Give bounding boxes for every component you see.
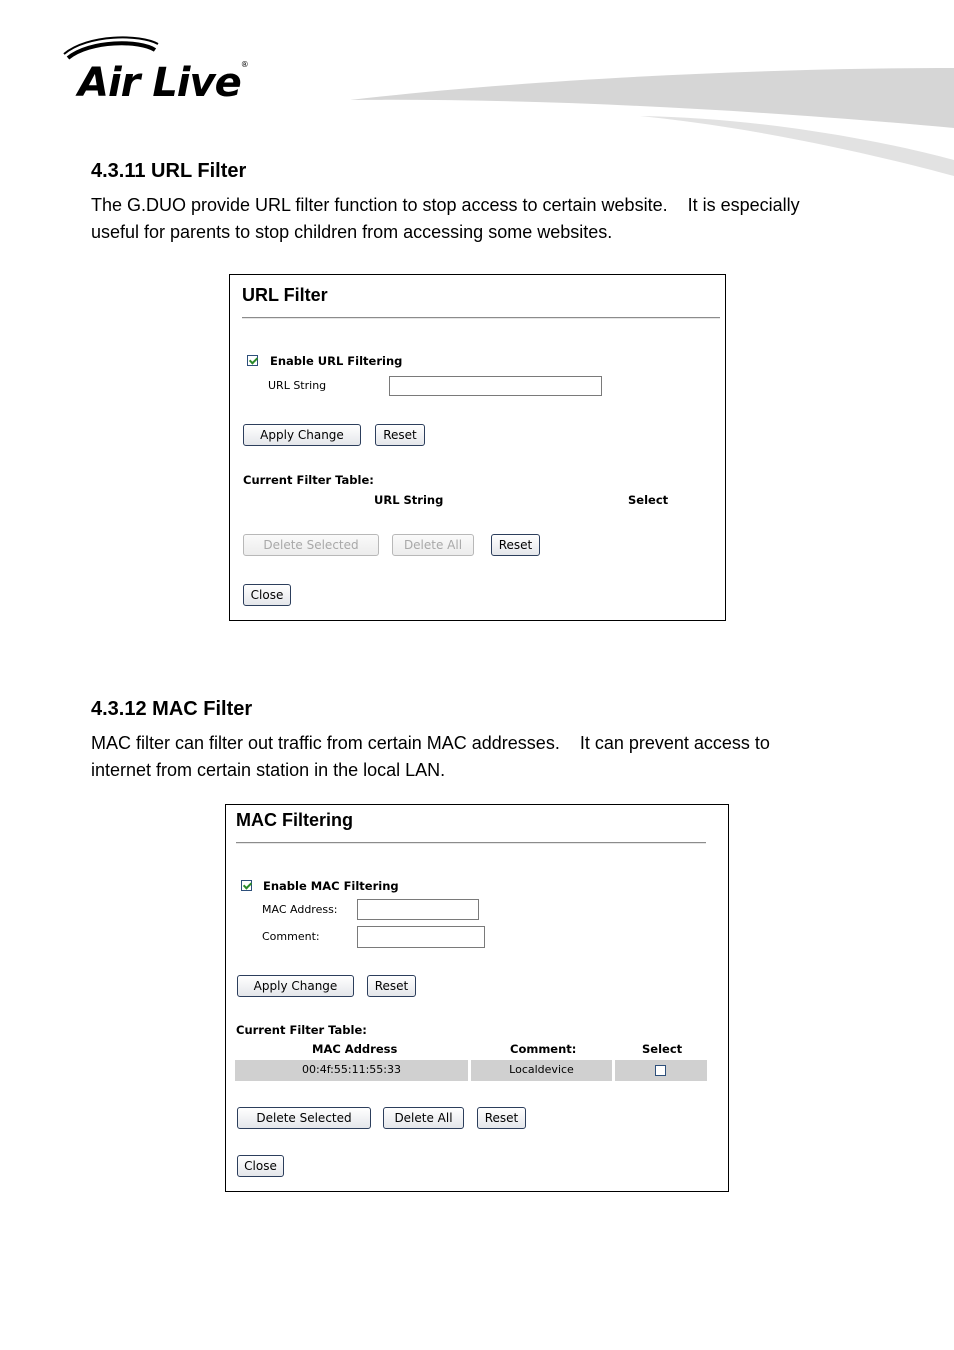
mac-address-label: MAC Address: — [262, 903, 338, 916]
current-filter-table-title: Current Filter Table: — [236, 1023, 367, 1037]
column-header-comment: Comment: — [510, 1042, 577, 1056]
panel-title: MAC Filtering — [236, 810, 353, 830]
paragraph-line: The G.DUO provide URL filter function to stop access to certain website. It is especially — [91, 195, 800, 215]
delete-all-button[interactable]: Delete All — [392, 534, 474, 556]
enable-mac-filtering-label: Enable MAC Filtering — [263, 879, 399, 893]
url-filter-paragraph — [91, 192, 871, 245]
mac-filter-heading: 4.3.12 MAC Filter — [91, 698, 253, 720]
table-reset-button[interactable]: Reset — [491, 534, 540, 556]
url-filter-panel — [229, 274, 726, 621]
close-button[interactable]: Close — [243, 584, 291, 606]
registered-mark: ® — [240, 60, 249, 69]
delete-all-button[interactable]: Delete All — [383, 1107, 464, 1129]
mac-filter-paragraph — [91, 730, 871, 783]
enable-url-filtering-checkbox[interactable] — [247, 355, 258, 366]
column-header-mac-address: MAC Address — [312, 1042, 398, 1056]
column-header-select: Select — [642, 1042, 683, 1056]
column-header-url-string: URL String — [374, 493, 444, 507]
url-string-label: URL String — [268, 379, 327, 392]
close-button[interactable]: Close — [237, 1155, 284, 1177]
paragraph-line: internet from certain station in the local LAN. — [91, 759, 446, 780]
reset-button[interactable]: Reset — [375, 424, 425, 446]
reset-button[interactable]: Reset — [367, 975, 416, 997]
title-divider — [242, 317, 720, 319]
mac-address-cell: 00:4f:55:11:55:33 — [235, 1060, 468, 1081]
table-reset-button[interactable]: Reset — [477, 1107, 526, 1129]
mac-address-input[interactable] — [357, 899, 479, 920]
comment-label: Comment: — [262, 930, 320, 943]
apply-change-button[interactable]: Apply Change — [243, 424, 361, 446]
url-string-input[interactable] — [389, 376, 602, 396]
current-filter-table-title: Current Filter Table: — [243, 473, 374, 487]
mac-filtering-panel — [225, 804, 729, 1192]
title-divider — [236, 842, 706, 844]
paragraph-line: MAC filter can filter out traffic from certain MAC addresses. It can prevent access to — [91, 733, 770, 753]
delete-selected-button[interactable]: Delete Selected — [237, 1107, 371, 1129]
delete-selected-button[interactable]: Delete Selected — [243, 534, 379, 556]
paragraph-line: useful for parents to stop children from accessing some websites. — [91, 221, 613, 242]
panel-title: URL Filter — [242, 285, 328, 305]
comment-cell: Localdevice — [471, 1060, 612, 1081]
row-select-checkbox[interactable] — [655, 1065, 666, 1076]
airlive-logo — [78, 60, 249, 106]
column-header-select: Select — [628, 493, 669, 507]
enable-url-filtering-label: Enable URL Filtering — [270, 354, 403, 368]
apply-change-button[interactable]: Apply Change — [237, 975, 354, 997]
logo-text: Air Live — [78, 60, 241, 106]
comment-input[interactable] — [357, 926, 485, 948]
url-filter-heading: 4.3.11 URL Filter — [91, 160, 247, 182]
select-cell — [615, 1060, 707, 1081]
enable-mac-filtering-checkbox[interactable] — [241, 880, 252, 891]
